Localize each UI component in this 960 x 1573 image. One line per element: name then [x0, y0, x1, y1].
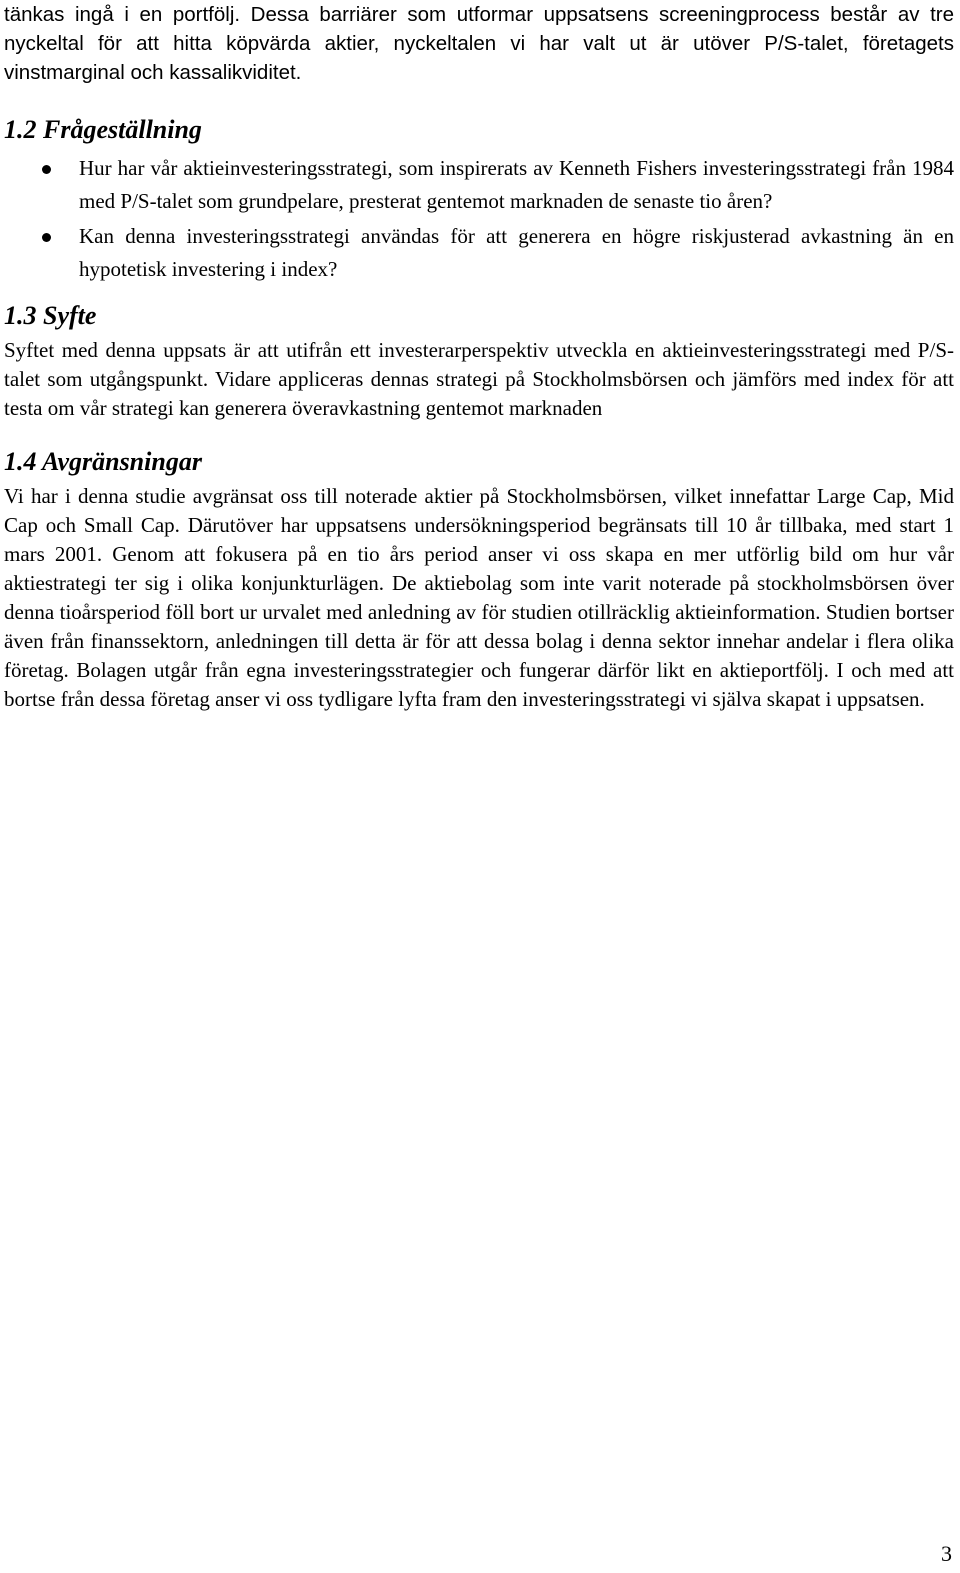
heading-fragestallning: 1.2 Frågeställning: [4, 115, 202, 144]
page-number: 3: [941, 1541, 952, 1566]
list-item: [4, 220, 954, 286]
bullet-icon: [42, 165, 51, 174]
intro-paragraph: tänkas ingå i en portfölj. Dessa barriärer som utformar uppsatsens screeningprocess består av tre nyckeltal för att hitta köpvärda aktier, nyckeltalen vi har valt ut är utöver P/S-talet, företagets vinstmarginal och kassalikviditet.: [4, 3, 954, 84]
avgransningar-paragraph: Vi har i denna studie avgränsat oss till noterade aktier på Stockholmsbörsen, vilket innefattar Large Cap, Mid Cap och Small Cap. Därutöver har uppsatsens undersökningsperiod begränsats till 10 år tillbaka, med start 1 mars 2001. Genom att fokusera på en tio års period anser vi oss skapa en mer utförlig bild om hur vår aktiestrategi ter sig i olika konjunkturlägen. De aktiebolag som inte varit noterade på stockholmsbörsen över denna tioårsperiod föll bort ur urvalet med anledning av för studien otillräcklig aktieinformation. Studien bortser även från finanssektorn, anledningen till detta är för att dessa bolag i denna sektor innehar andelar i flera olika företag. Bolagen utgår från egna investeringsstrategier och fungerar därför likt en aktieportfölj. I och med att bortse från dessa företag anser vi oss tydligare lyfta fram den investeringsstrategi vi själva skapat i uppsatsen.: [4, 484, 954, 711]
list-item: [4, 152, 954, 218]
research-question-2: Kan denna investeringsstrategi användas för att generera en högre riskjusterad avkastning än en hypotetisk investering i index?: [79, 224, 954, 281]
heading-avgransningar: 1.4 Avgränsningar: [4, 447, 202, 476]
document-page: [4, 0, 954, 714]
bullet-icon: [42, 233, 51, 242]
syfte-paragraph: Syftet med denna uppsats är att utifrån ett investerarperspektiv utveckla en aktieinvesteringsstrategi med P/S-talet som utgångspunkt. Vidare appliceras dennas strategi på Stockholmsbörsen och jämförs med index för att testa om vår strategi kan generera överavkastning gentemot marknaden: [4, 338, 954, 420]
research-questions-list: [4, 152, 954, 286]
research-question-1: Hur har vår aktieinvesteringsstrategi, som inspirerats av Kenneth Fishers investeringsstrategi från 1984 med P/S-talet som grundpelare, presterat gentemot marknaden de senaste tio åren?: [79, 156, 954, 213]
heading-syfte: 1.3 Syfte: [4, 301, 97, 330]
